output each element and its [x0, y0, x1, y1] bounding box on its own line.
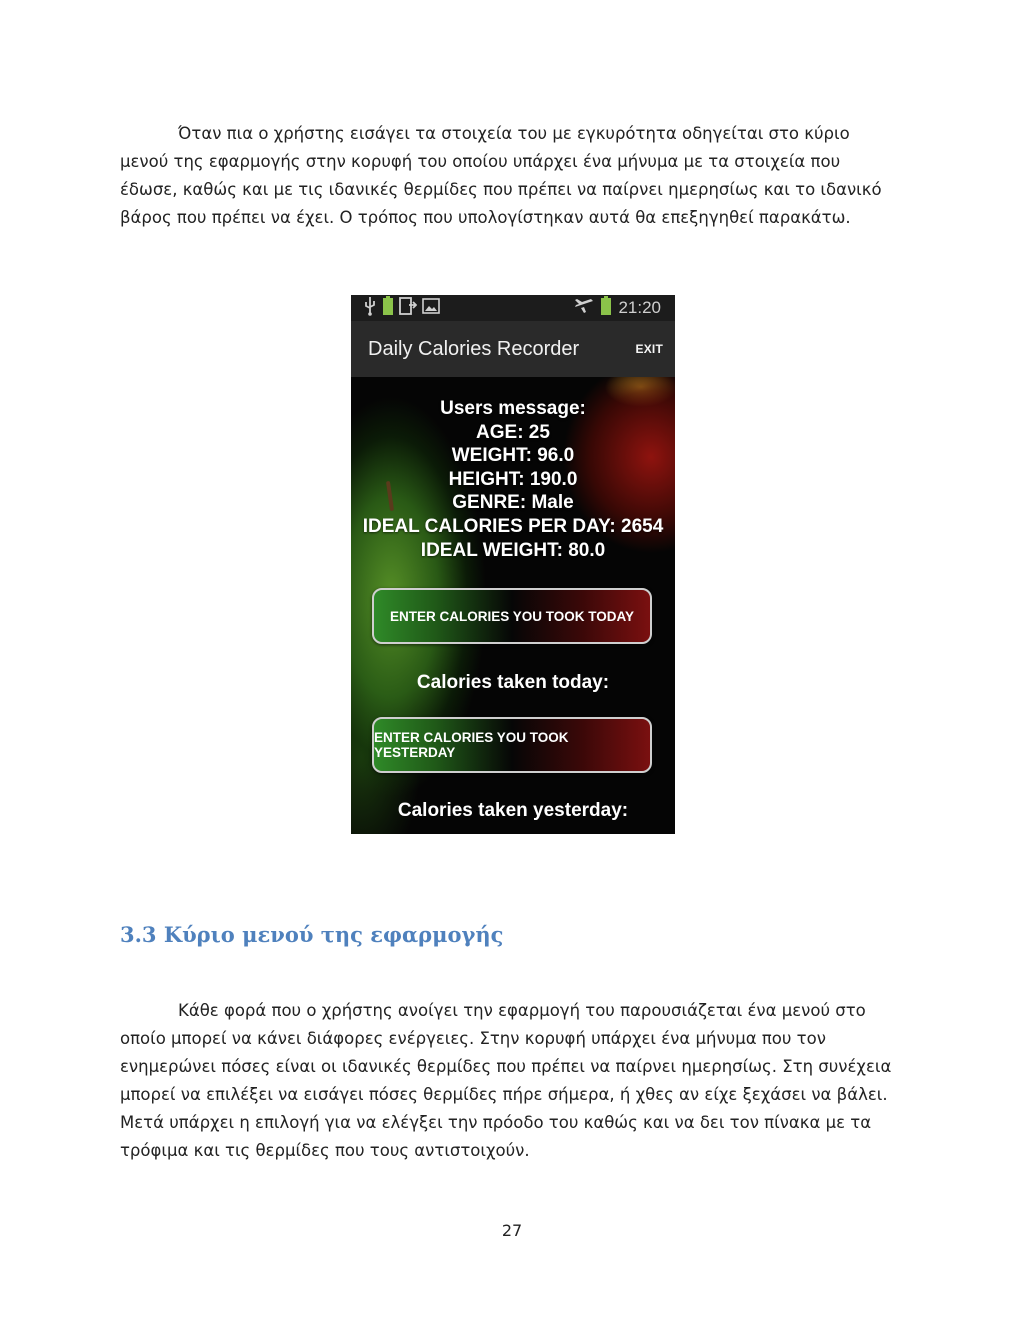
enter-calories-today-button[interactable]: ENTER CALORIES YOU TOOK TODAY [372, 588, 652, 644]
main-menu-content [351, 377, 675, 834]
battery-icon [600, 296, 612, 321]
usb-icon [363, 296, 377, 321]
enter-calories-yesterday-button[interactable]: ENTER CALORIES YOU TOOK YESTERDAY [372, 717, 652, 773]
intro-paragraph [120, 120, 900, 232]
message-genre: GENRE: Male [452, 492, 574, 514]
message-ideal-weight: IDEAL WEIGHT: 80.0 [420, 539, 606, 561]
action-bar [351, 321, 675, 377]
intro-paragraph-text: Όταν πια ο χρήστης εισάγει τα στοιχεία του με εγκυρότητα οδηγείται στο κύριο μενού της εφαρμογής στην κορυφή του οποίου υπάρχει ένα μήνυμα με τα στοιχεία που έδωσε, καθώς και με τις ιδανικές θερμίδες που πρέπει να παίρνει ημερησίως και το ιδανικό βάρος που πρέπει να έχει. Ο τρόπος που υπολογίστηκαν αυτά θα επεξηγηθεί παρακάτω. [120, 124, 882, 227]
message-height: HEIGHT: 190.0 [448, 468, 578, 490]
exit-button[interactable]: EXIT [635, 342, 663, 356]
user-message [351, 397, 675, 562]
main-menu-paragraph-text: Κάθε φορά που ο χρήστης ανοίγει την εφαρμογή του παρουσιάζεται ένα μενού στο οποίο μπορεί να κάνει διάφορες ενέργειες. Στην κορυφή υπάρχει ένα μήνυμα που τον ενημερώνει πόσες είναι οι ιδανικές θερμίδες που πρέπει να παίρνει ημερησίως. Στη συνέχεια μπορεί να επιλέξει να εισάγει πόσες θερμίδες πήρε σήμερα, ή χθες αν είχε ξεχάσει να βάλει. Μετά υπάρχει η επιλογή για να ελέγξει την πρόοδο του καθώς και να δει τον πίνακα με τα τρόφιμα και τις θερμίδες που τους αντιστοιχούν. [120, 1001, 892, 1160]
message-age: AGE: 25 [476, 421, 550, 443]
clock-time: 21:20 [618, 298, 661, 317]
download-icon [399, 296, 417, 321]
message-weight: WEIGHT: 96.0 [451, 445, 575, 467]
app-title: Daily Calories Recorder [368, 337, 580, 360]
main-menu-paragraph [120, 997, 900, 1165]
section-heading: 3.3 Κύριο μενού της εφαρμογής [120, 922, 504, 947]
page-number: 27 [501, 1221, 523, 1240]
calories-yesterday-label: Calories taken yesterday: [397, 800, 629, 821]
airplane-icon [574, 297, 594, 320]
message-ideal-calories: IDEAL CALORIES PER DAY: 2654 [362, 515, 664, 537]
status-bar [351, 295, 675, 321]
calories-today-label: Calories taken today: [416, 672, 610, 693]
message-header: Users message: [440, 398, 586, 419]
image-icon [422, 297, 440, 320]
battery-icon [382, 296, 394, 321]
app-screenshot [351, 295, 675, 834]
